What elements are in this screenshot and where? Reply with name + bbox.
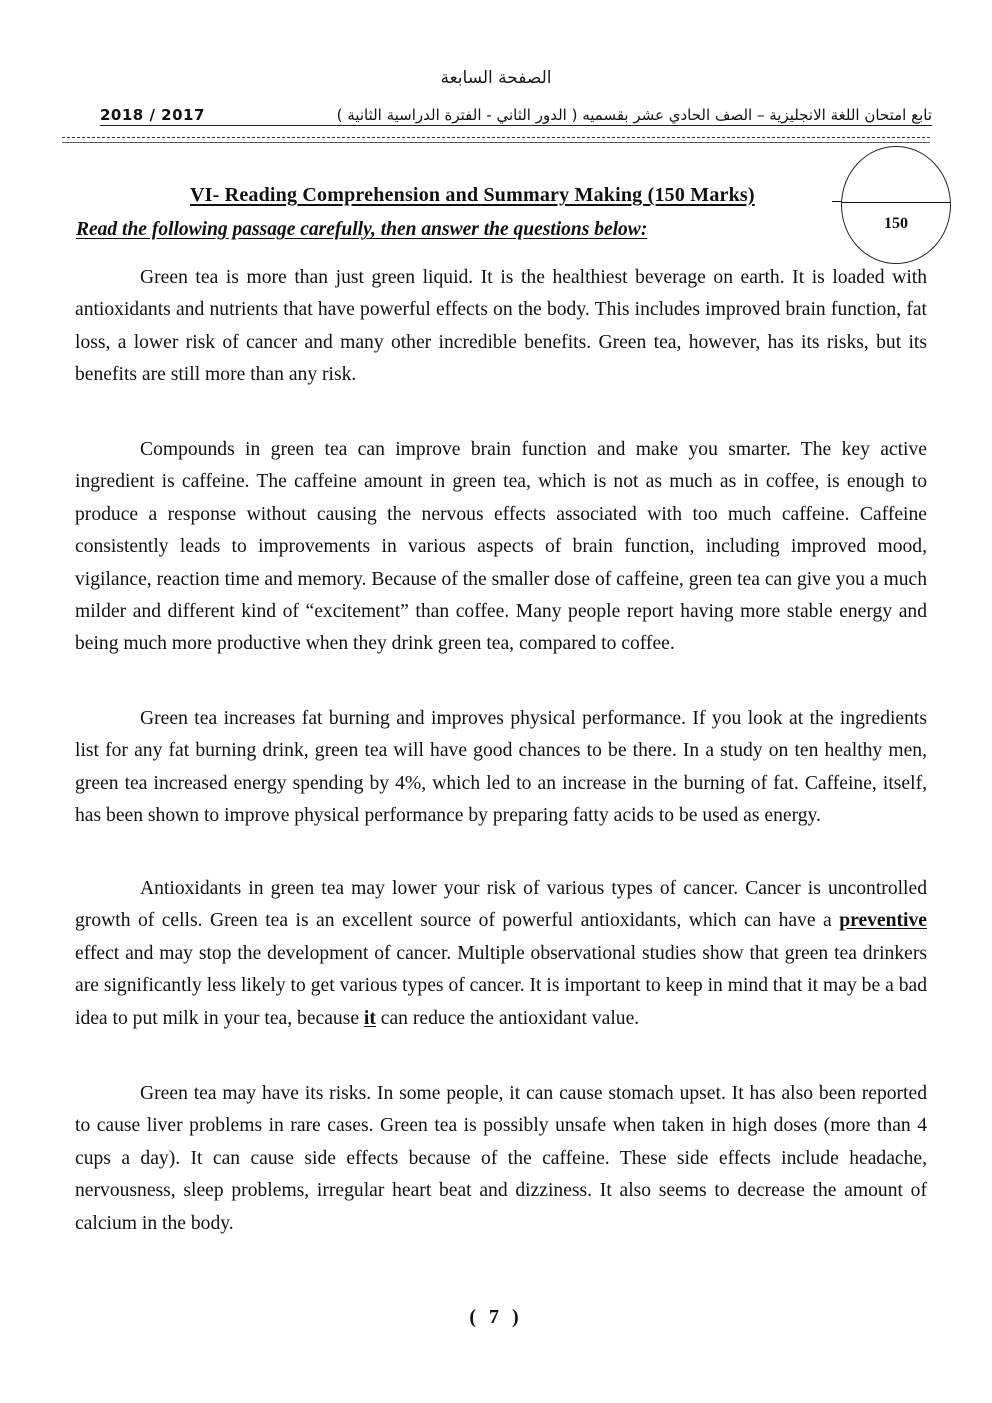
page-label-arabic: الصفحة السابعة <box>440 68 552 88</box>
passage-paragraph-1: Green tea is more than just green liquid. It is the healthiest beverage on earth. It is loaded with antioxidants and nutrients that have powerful effects on the body. This includes improved brain function, fat loss, a lower risk of cancer and many other incredible benefits. Green tea, however, has its risks, but its benefits are still more than any risk. <box>75 267 927 386</box>
passage-paragraph-5: Green tea may have its risks. In some people, it can cause stomach upset. It has also been reported to cause liver problems in rare cases. Green tea is possibly unsafe when taken in high doses (more than 4 cups a day). It can cause side effects because of the caffeine. These side effects include headache, nervousness, sleep problems, irregular heart beat and dizziness. It also seems to decrease the amount of calcium in the body. <box>75 1083 927 1234</box>
passage-paragraph-3: Green tea increases fat burning and improves physical performance. If you look at the ingredients list for any fat burning drink, green tea will have good chances to be there. In a study on ten healthy men, green tea increased energy spending by 4%, which led to an increase in the burning of fat. Caffeine, itself, has been shown to improve physical performance by preparing fatty acids to be used as energy. <box>75 708 927 827</box>
p4-text-1: Antioxidants in green tea may lower your risk of various types of cancer. Cancer is uncontrolled growth of cells. Green tea is an excellent source of powerful antioxidants, which can have a <box>75 878 927 932</box>
exam-header <box>100 100 932 126</box>
total-marks: 150 <box>884 215 908 232</box>
score-circle <box>841 146 951 264</box>
section-instructions: Read the following passage carefully, then answer the questions below: <box>76 219 648 240</box>
passage-paragraph-4 <box>75 873 927 1035</box>
keyword-it: it <box>363 1007 376 1029</box>
section-title: VI- Reading Comprehension and Summary Making (150 Marks) <box>190 184 755 206</box>
passage-paragraph-2: Compounds in green tea can improve brain function and make you smarter. The key active ingredient is caffeine. The caffeine amount in green tea, which is not as much as in coffee, is enough to produce a response without causing the nervous effects associated with too much caffeine. Caffeine consistently leads to improvements in various aspects of brain function, including improved mood, vigilance, reaction time and memory. Because of the smaller dose of caffeine, green tea can give you a much milder and different kind of “excitement” than coffee. Many people report having more stable energy and being much more productive when they drink green tea, compared to coffee. <box>75 439 927 655</box>
keyword-preventive: preventive <box>839 910 927 932</box>
p4-text-3: can reduce the antioxidant value. <box>375 1007 640 1029</box>
page-number: ( 7 ) <box>469 1306 523 1328</box>
header-rule-top <box>62 137 930 138</box>
p4-text-2: effect and may stop the development of cancer. Multiple observational studies show that green tea drinkers are significantly less likely to get various types of cancer. It is important to keep in mind that it may be a bad idea to put milk in your tea, because <box>75 942 927 1029</box>
score-divider <box>842 202 950 203</box>
header-rule-bottom <box>62 142 930 143</box>
academic-year: 2018 / 2017 <box>100 106 205 124</box>
exam-title-arabic: تابع امتحان اللغة الانجليزية – الصف الحادي عشر بقسميه ( الدور الثاني - الفترة الدراسية الثانية ) <box>336 106 932 124</box>
